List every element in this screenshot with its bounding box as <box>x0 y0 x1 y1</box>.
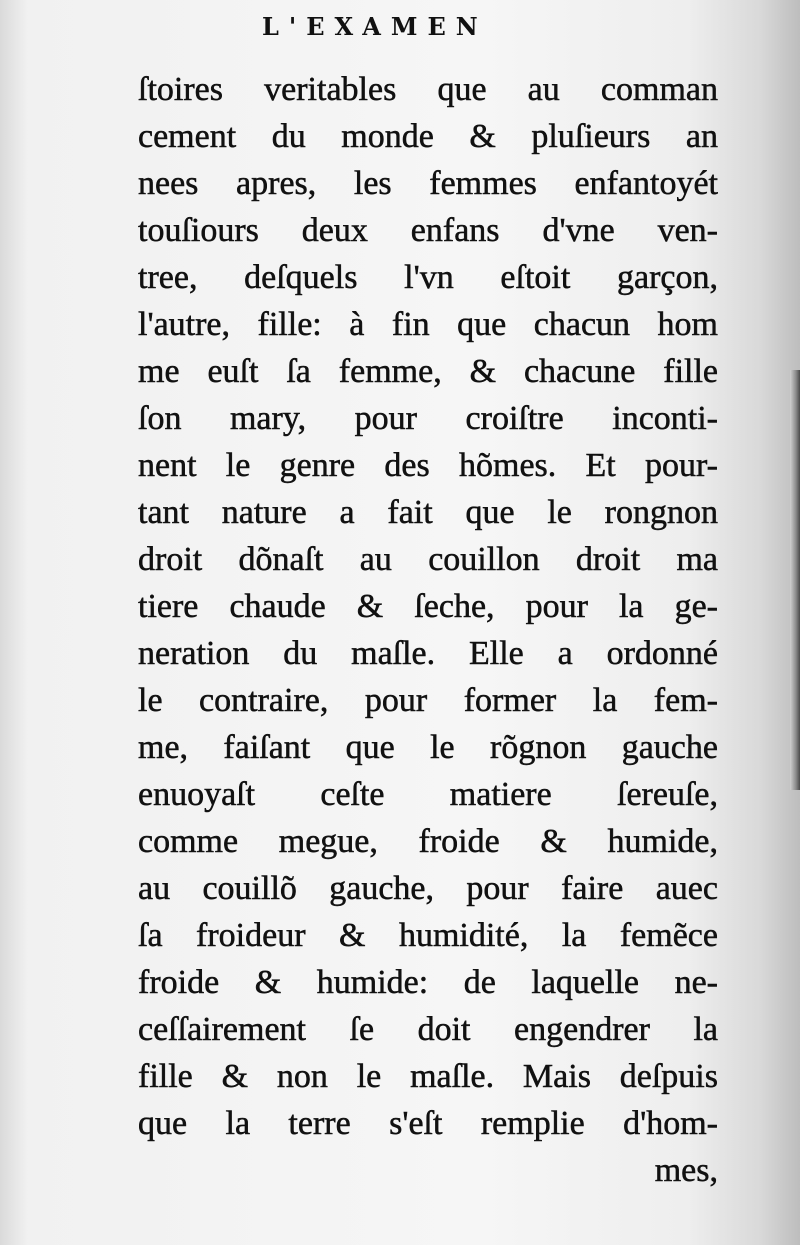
text-line: que la terre s'eſt remplie d'hom- <box>138 1105 718 1142</box>
text-line: fille & non le maſle. Mais deſpuis <box>138 1058 718 1095</box>
text-line: tree, deſquels l'vn eſtoit garçon, <box>138 259 718 296</box>
text-line: touſiours deux enfans d'vne ven- <box>138 212 718 249</box>
text-line: le contraire, pour former la fem- <box>138 682 718 719</box>
text-line: ſa froideur & humidité, la femẽce <box>138 917 718 954</box>
text-line: me, faiſant que le rõgnon gauche <box>138 729 718 766</box>
text-line: au couillõ gauche, pour faire auec <box>138 870 718 907</box>
text-line: neration du maſle. Elle a ordonné <box>138 635 718 672</box>
text-line: me euſt ſa femme, & chacune fille <box>138 353 718 390</box>
text-line: froide & humide: de laquelle ne- <box>138 964 718 1001</box>
text-line: cement du monde & pluſieurs an <box>138 118 718 155</box>
text-line: nees apres, les femmes enfantoyét <box>138 165 718 202</box>
text-line: droit dõnaſt au couillon droit ma <box>138 541 718 578</box>
text-line: enuoyaſt ceſte matiere ſereuſe, <box>138 776 718 813</box>
text-line: ſtoires veritables que au comman <box>138 71 718 108</box>
body-text <box>138 66 718 1194</box>
text-line-catchword: mes, <box>654 1152 718 1189</box>
text-line: nent le genre des hõmes. Et pour- <box>138 447 718 484</box>
page-header <box>0 12 800 52</box>
text-line: tiere chaude & ſeche, pour la ge- <box>138 588 718 625</box>
text-line: l'autre, fille: à fin que chacun hom <box>138 306 718 343</box>
running-title: L'EXAMEN <box>262 12 488 41</box>
text-line: comme megue, froide & humide, <box>138 823 718 860</box>
page-edge-shadow <box>790 370 800 790</box>
text-line: ſon mary, pour croiſtre inconti- <box>138 400 718 437</box>
text-line: tant nature a fait que le rongnon <box>138 494 718 531</box>
text-line: ceſſairement ſe doit engendrer la <box>138 1011 718 1048</box>
